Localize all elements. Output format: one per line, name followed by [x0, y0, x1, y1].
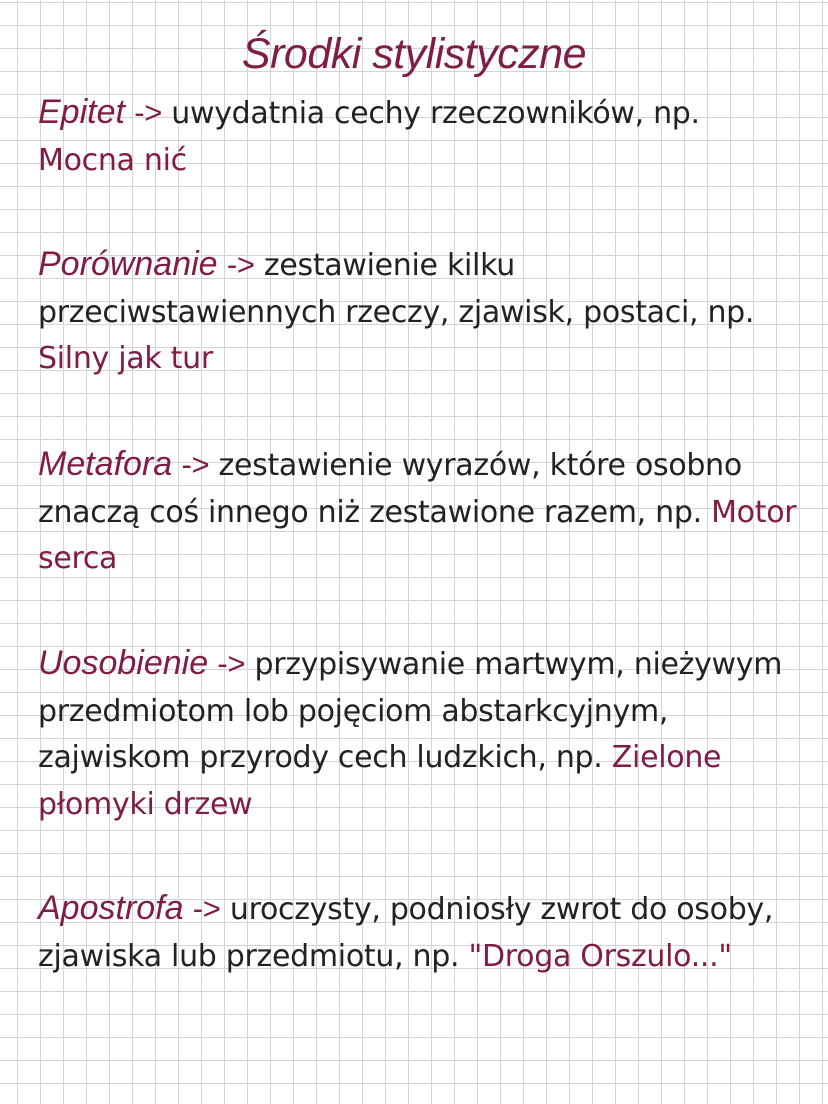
example-text: Silny jak tur	[38, 341, 213, 376]
arrow-symbol: ->	[181, 447, 210, 482]
entry-apostrofa	[38, 885, 808, 980]
arrow-symbol: ->	[134, 95, 163, 130]
arrow-symbol: ->	[226, 247, 255, 282]
example-text: Mocna nić	[38, 142, 187, 178]
entry-porownanie	[38, 241, 808, 383]
definition-text: przypisywanie martwym, nieżywym przedmiotom lob pojęciom abstarkcyjnym, zajwiskom przyrody cech ludzkich, np.	[38, 647, 783, 775]
arrow-symbol: ->	[217, 646, 246, 681]
entry-epitet	[38, 89, 808, 184]
definition-text: zestawienie kilku przeciwstawiennych rzeczy, zjawisk, postaci, np.	[38, 248, 755, 330]
entry-uosobienie	[38, 640, 808, 828]
example-text: Motor serca	[38, 494, 797, 576]
term-label: Apostrofa	[38, 889, 184, 927]
term-label: Epitet	[38, 93, 125, 131]
example-text: Zielone płomyki drzew	[38, 740, 722, 822]
page-title: Środki stylistyczne	[241, 30, 587, 78]
term-label: Uosobienie	[38, 644, 209, 682]
term-label: Metafora	[38, 445, 173, 483]
definition-text: zestawienie wyrazów, które osobno znaczą coś innego niż zestawione razem, np.	[38, 448, 742, 530]
definition-text: uwydatnia cechy rzeczowników, np.	[171, 96, 700, 131]
arrow-symbol: ->	[192, 891, 221, 926]
entry-metafora	[38, 441, 808, 583]
example-text: "Droga Orszulo..."	[468, 938, 732, 974]
term-label: Porównanie	[38, 245, 218, 283]
definition-text: uroczysty, podniosły zwrot do osoby, zjawiska lub przedmiotu, np.	[38, 892, 774, 974]
